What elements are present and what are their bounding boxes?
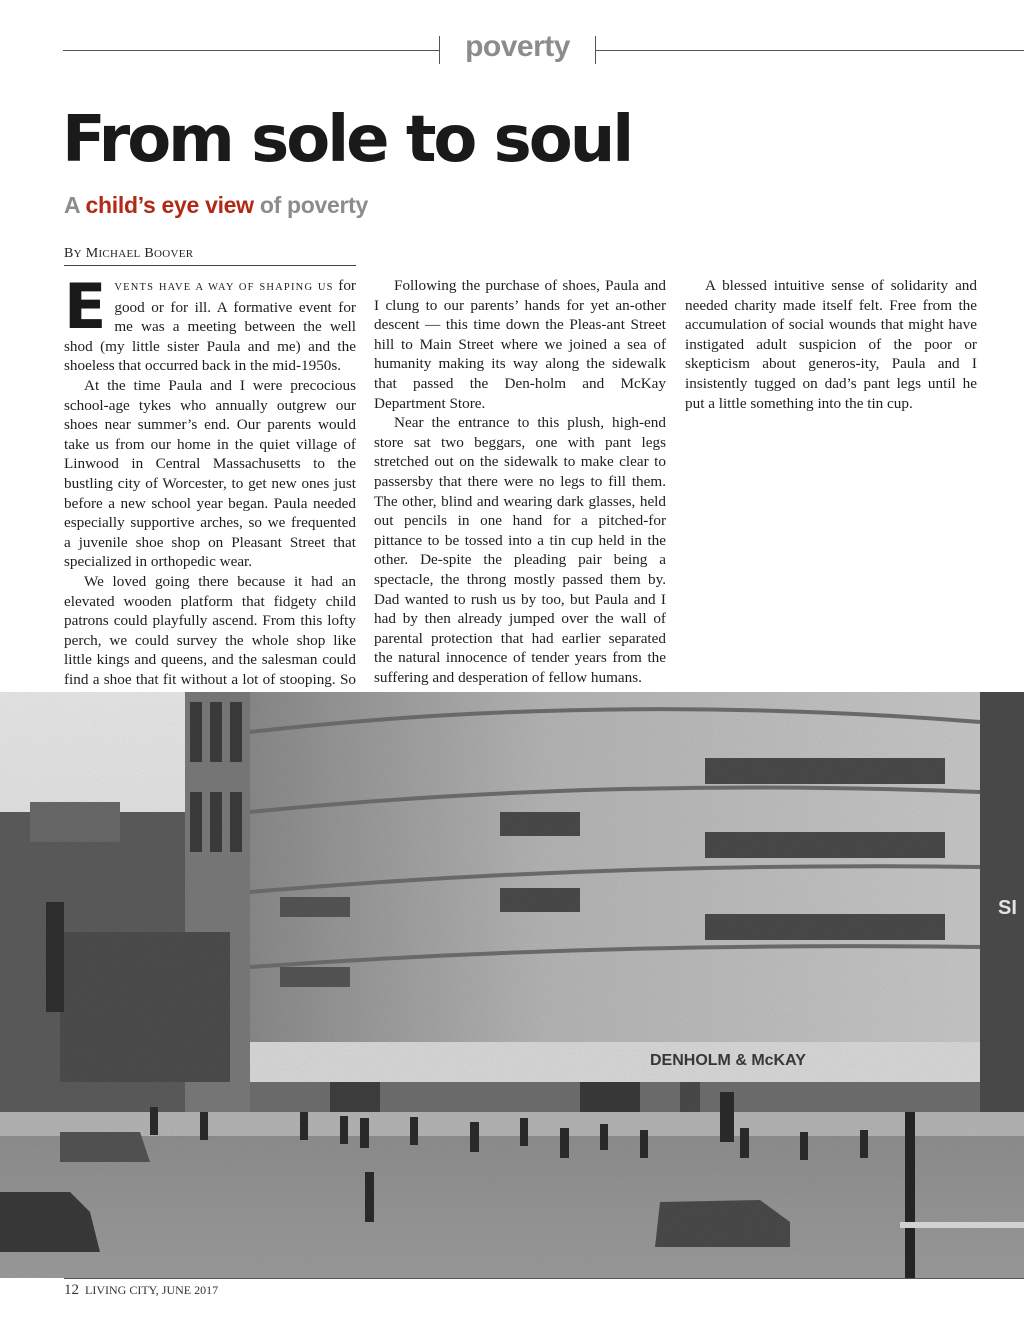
byline-last-initial: B	[144, 246, 155, 261]
page-number: 12	[64, 1282, 79, 1298]
drop-cap: E	[64, 270, 107, 343]
subhead-accent: child’s eye view	[85, 192, 254, 218]
byline-first-rest: ICHAEL	[98, 248, 141, 260]
subhead-lead: A	[64, 192, 86, 218]
subhead	[64, 192, 368, 219]
byline-by-sc: Y	[73, 248, 82, 260]
paragraph-6: A blessed intuitive sense of solidarity and needed charity made itself felt. Free from the accumulation of social wounds that might have instigated adult suspicion of the poor or skepticism about generos-ity, Paula and I insistently tugged on dad’s pant legs until he put a little something into the tin cup.	[685, 277, 977, 412]
headline: From sole to soul	[62, 103, 632, 177]
article-column-2	[374, 276, 666, 687]
photo-side-sign: SI	[998, 897, 1017, 919]
subhead-tail: of poverty	[253, 192, 369, 218]
article-column-3	[685, 276, 977, 413]
section-rule-right	[596, 50, 1024, 51]
paragraph-2: At the time Paula and I were precocious school-age tykes who annually outgrew our shoes near summer’s end. Our parents would take us from our home in the quiet village of Linwood in Central Massachusetts to the bustling city of Worcester, to get new ones just before a new school year began. Paula needed especially supportive arches, so we frequented a juvenile shoe shop on Pleasant Street that specialized in orthopedic wear.	[64, 376, 356, 571]
footer-rule	[64, 1278, 1024, 1279]
section-rule-left	[63, 50, 439, 51]
paragraph-5: Near the entrance to this plush, high-end store sat two beggars, one with pant legs stretched out on the sidewalk to make clear to passersby that there were no legs to fill them. The other, blind and wearing dark glasses, held out pencils in one hand for a pitched-for pittance to be tossed into a tin cup held in the other. De-spite the pleading pair being a spectacle, the throng mostly passed them by. Dad wanted to rush us by too, but Paula and I had by then already jumped over the wall of parental protection that had earlier separated the natural innocence of tender years from the suffering and desperation of fellow humans.	[374, 414, 666, 686]
byline-rule	[64, 265, 356, 266]
byline-by: B	[64, 246, 74, 261]
byline-first-initial: M	[85, 246, 99, 261]
photo-store-sign: DENHOLM & McKAY	[650, 1052, 806, 1069]
paragraph-3: We loved going there because it had an elevated wooden platform that fidgety child patrons could playfully ascend. From this lofty perch, we could survey the whole shop like little kings and queens, and the salesman could find a shoe that fit without a lot of stooping. So	[64, 572, 356, 688]
publication-info: LIVING CITY, JUNE 2017	[85, 1283, 219, 1297]
article-column-1	[64, 270, 356, 748]
lead-in: VENTS HAVE A WAY OF SHAPING US	[114, 282, 334, 293]
page-footer	[64, 1282, 218, 1299]
paragraph-1-text: for good or for ill. A formative event for me was a meeting between the well shod (my little sister Paula and me) and the shoeless that occurred back in the mid-1950s.	[64, 277, 356, 375]
paragraph-4: Following the purchase of shoes, Paula and I clung to our parents’ hands for yet an-other descent — this time down the Pleas-ant Street hill to Main Street where we joined a sea of humanity making its way along the sidewalk that passed the Den-holm and McKay Department Store.	[374, 277, 666, 412]
byline-last-rest: OOVER	[154, 248, 194, 260]
section-label: poverty	[465, 30, 570, 63]
byline	[64, 246, 193, 262]
department-store-photo	[0, 692, 1024, 1278]
paragraph-1	[64, 270, 356, 376]
